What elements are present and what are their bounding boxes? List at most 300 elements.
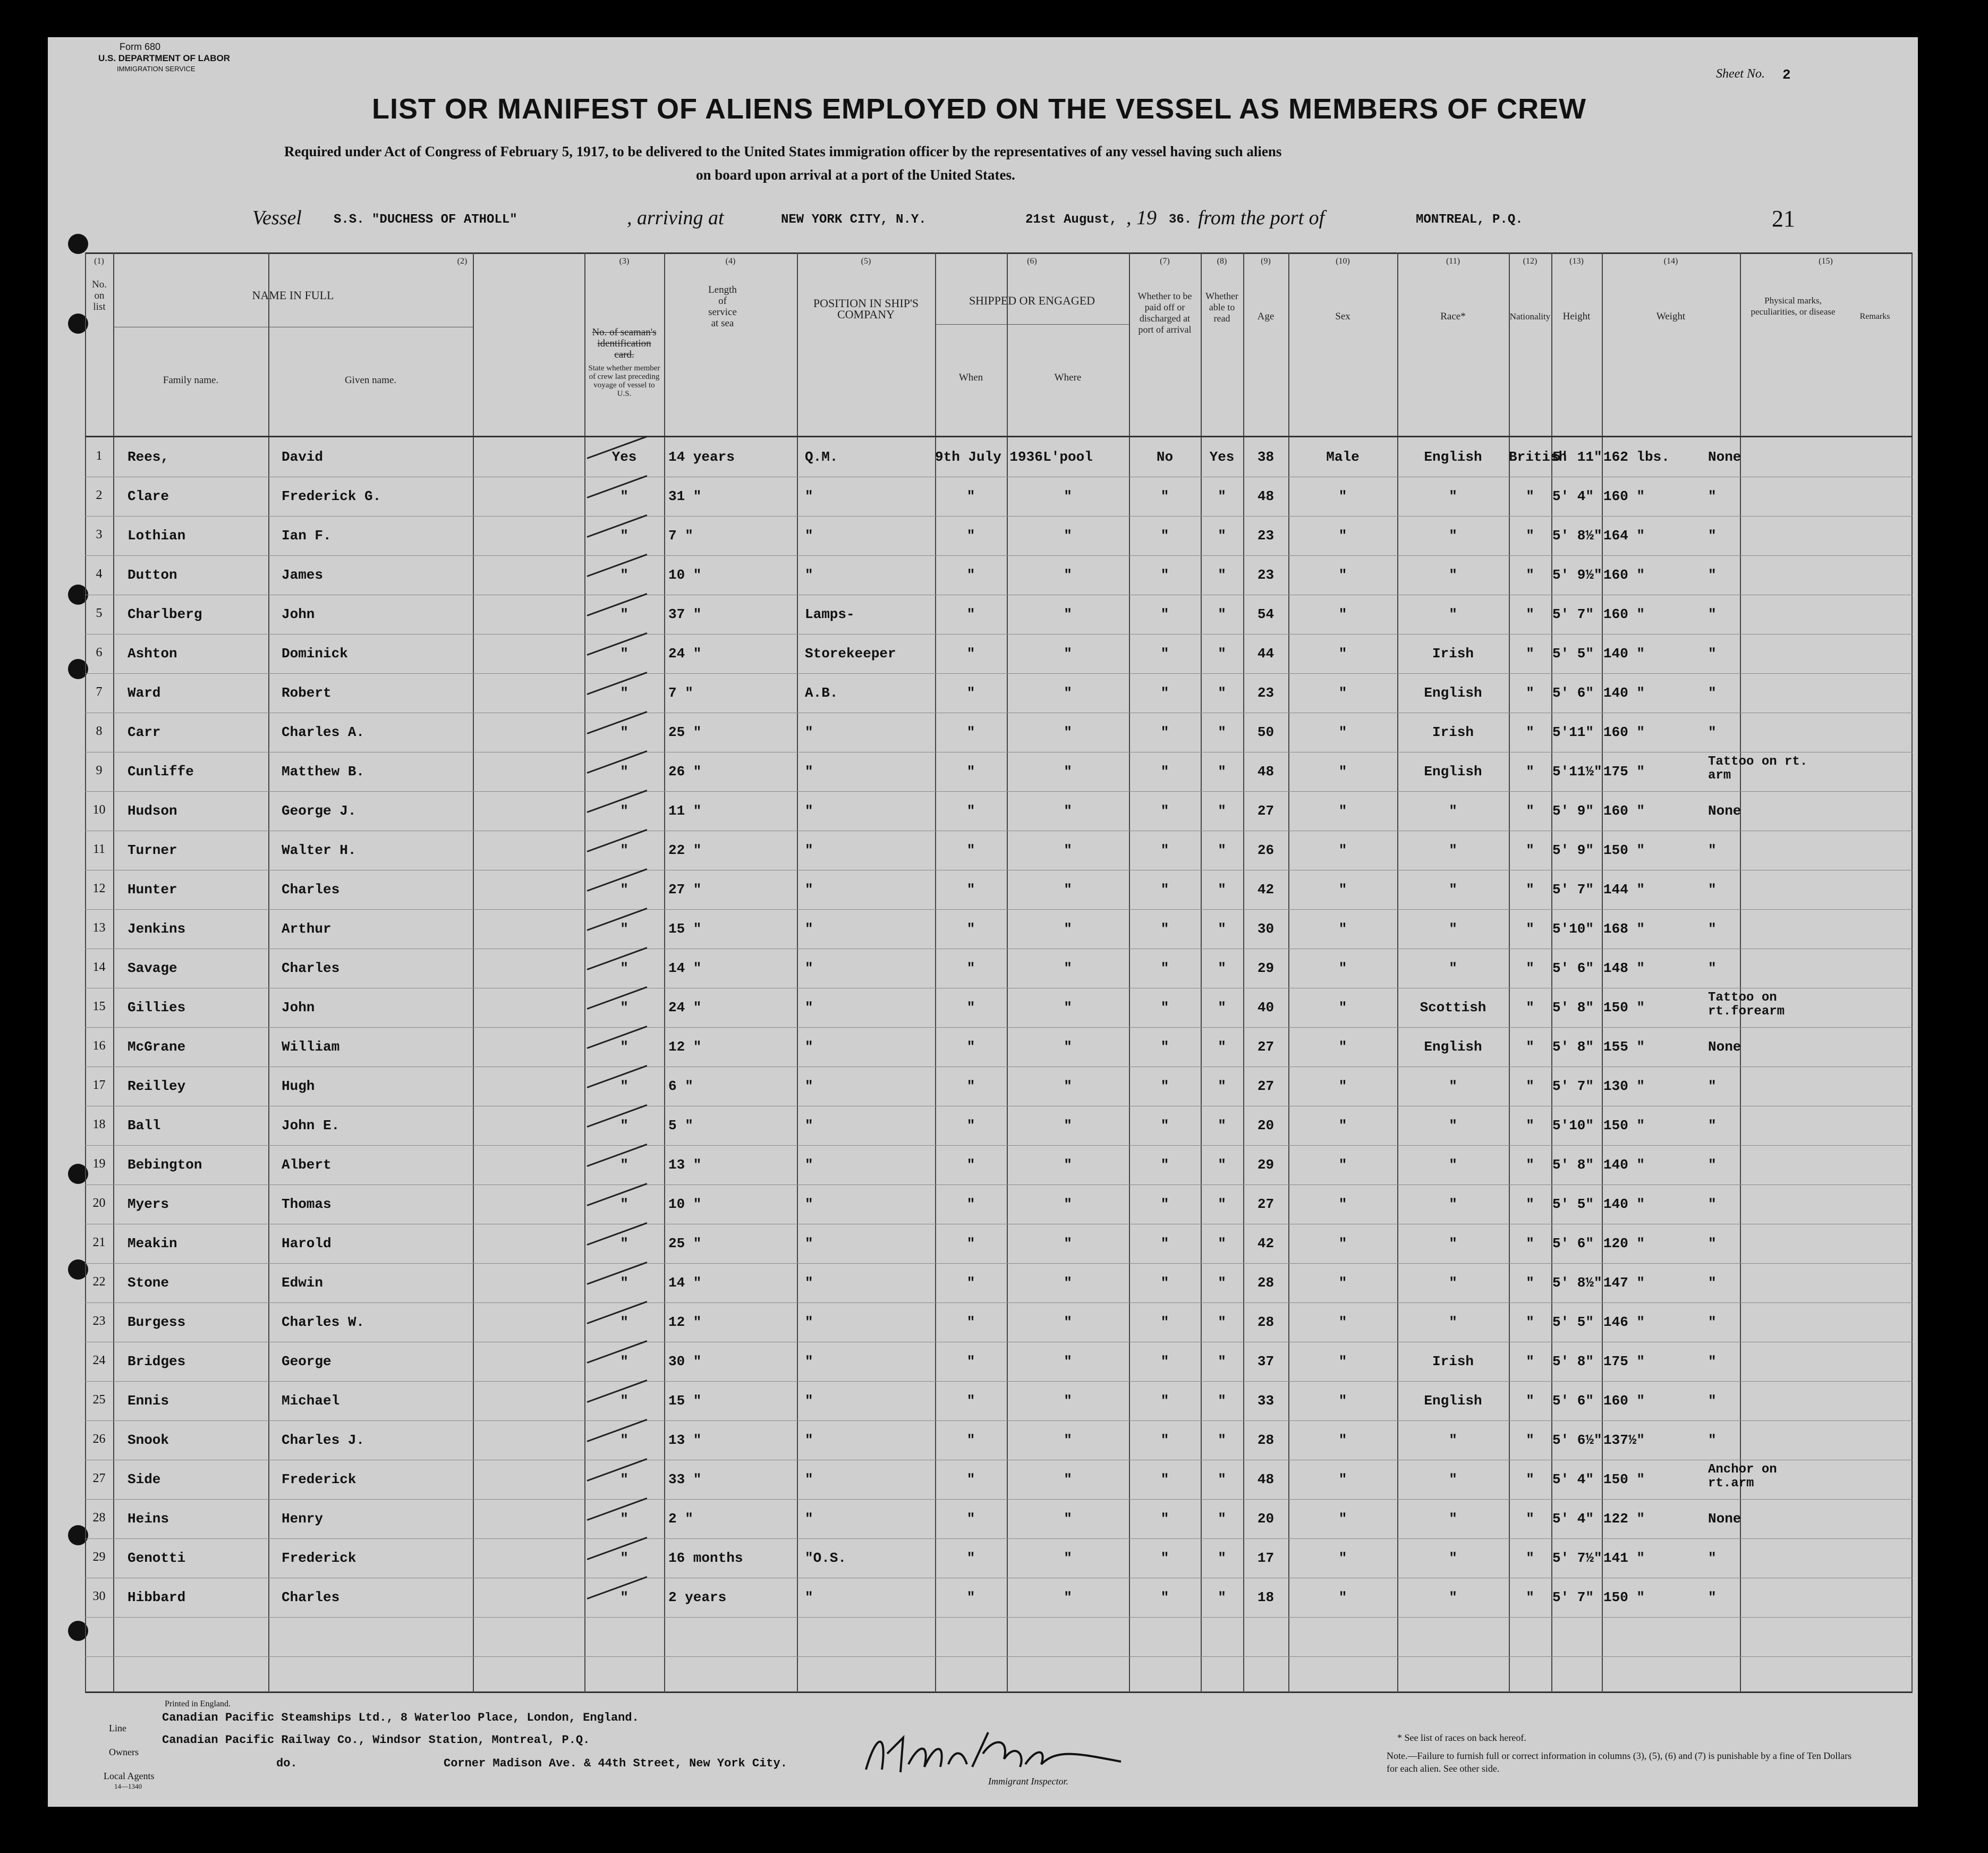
paid-off: ": [1160, 567, 1169, 583]
previous-voyage: ": [620, 764, 628, 780]
height: 5' 8": [1552, 1353, 1594, 1369]
race: ": [1449, 1196, 1457, 1212]
age: 20: [1257, 1118, 1275, 1133]
shipped-where: ": [1064, 567, 1072, 583]
length-of-service: 33 ": [668, 1471, 702, 1487]
paid-off: ": [1160, 921, 1169, 937]
department: U.S. DEPARTMENT OF LABOR: [98, 53, 231, 63]
header-height: Height: [1562, 311, 1591, 322]
previous-voyage: ": [620, 1353, 628, 1369]
given-name: Henry: [282, 1511, 324, 1527]
shipped-where: ": [1064, 1471, 1072, 1487]
nationality: ": [1526, 1511, 1534, 1527]
race: ": [1449, 1511, 1457, 1527]
column-number: (14): [1663, 257, 1678, 266]
header-when: When: [958, 372, 983, 383]
header-nationality: Nationality: [1509, 311, 1551, 321]
height: 5' 8": [1552, 1157, 1594, 1173]
age: 37: [1257, 1353, 1275, 1369]
height: 5' 5": [1552, 646, 1594, 662]
paid-off: ": [1160, 1393, 1169, 1409]
nationality: ": [1526, 1432, 1534, 1448]
shipped-where: ": [1064, 1511, 1072, 1527]
given-name: Thomas: [282, 1196, 332, 1212]
sheet-label: Sheet No.: [1716, 67, 1765, 81]
table-row: [85, 1065, 1913, 1105]
sex: ": [1338, 1196, 1347, 1212]
given-name: Charles J.: [282, 1432, 365, 1448]
nationality: ": [1526, 1353, 1534, 1369]
family-name: Burgess: [128, 1314, 186, 1330]
arriving-port: NEW YORK CITY, N.Y.: [781, 213, 927, 227]
age: 29: [1257, 960, 1275, 976]
shipped-when: ": [966, 1118, 975, 1133]
family-name: Heins: [128, 1511, 169, 1527]
row-number: 13: [92, 921, 106, 935]
sex: ": [1338, 1275, 1347, 1291]
physical-marks: ": [1708, 921, 1717, 937]
weight: 160 ": [1603, 606, 1645, 622]
length-of-service: 14 ": [668, 960, 702, 976]
table-row: [85, 476, 1913, 515]
race: ": [1449, 488, 1457, 504]
given-name: Charles: [282, 960, 340, 976]
weight: 175 ": [1603, 1353, 1645, 1369]
table-row: [85, 712, 1913, 751]
weight: 146 ": [1603, 1314, 1645, 1330]
able-to-read: ": [1218, 882, 1226, 898]
race: ": [1449, 1314, 1457, 1330]
given-name: Charles W.: [282, 1314, 365, 1330]
row-number: 27: [92, 1471, 106, 1485]
shipped-where: L'pool: [1043, 449, 1093, 465]
family-name: Genotti: [128, 1550, 186, 1566]
age: 26: [1257, 842, 1275, 858]
table-row: [85, 869, 1913, 908]
able-to-read: ": [1218, 764, 1226, 780]
printed-in: Printed in England.: [165, 1699, 231, 1708]
height: 5' 8": [1552, 1039, 1594, 1055]
weight: 137½": [1603, 1432, 1645, 1448]
physical-marks: ": [1708, 1236, 1717, 1251]
weight: 144 ": [1603, 882, 1645, 898]
able-to-read: Yes: [1209, 449, 1235, 465]
able-to-read: ": [1218, 1393, 1226, 1409]
paid-off: ": [1160, 1314, 1169, 1330]
age: 54: [1257, 606, 1275, 622]
line-value: Canadian Pacific Steamships Ltd., 8 Waterloo Place, London, England.: [162, 1711, 639, 1724]
column-number: (9): [1261, 257, 1271, 266]
table-row: [85, 1301, 1913, 1341]
position: ": [805, 1275, 813, 1291]
weight: 160 ": [1603, 567, 1645, 583]
height: 5' 9½": [1552, 567, 1602, 583]
height: 5' 6": [1552, 960, 1594, 976]
race: Irish: [1432, 646, 1474, 662]
physical-marks: None: [1708, 449, 1741, 465]
sex: ": [1338, 1511, 1347, 1527]
position: ": [805, 1471, 813, 1487]
physical-marks: ": [1708, 606, 1717, 622]
shipped-when: ": [966, 724, 975, 740]
physical-marks: ": [1708, 1078, 1717, 1094]
able-to-read: ": [1218, 528, 1226, 544]
row-number: 16: [92, 1039, 106, 1053]
position: "O.S.: [805, 1550, 847, 1566]
physical-marks: ": [1708, 724, 1717, 740]
shipped-where: ": [1064, 685, 1072, 701]
physical-marks: ": [1708, 646, 1717, 662]
paid-off: ": [1160, 1353, 1169, 1369]
length-of-service: 7 ": [668, 528, 693, 544]
length-of-service: 11 ": [668, 803, 702, 819]
nationality: ": [1526, 488, 1534, 504]
length-of-service: 24 ": [668, 1000, 702, 1016]
table-row: [85, 790, 1913, 830]
column-number: (10): [1336, 257, 1350, 266]
position: ": [805, 488, 813, 504]
row-number: 18: [92, 1118, 106, 1131]
shipped-where: ": [1064, 960, 1072, 976]
position: ": [805, 528, 813, 544]
position: ": [805, 567, 813, 583]
nationality: ": [1526, 1393, 1534, 1409]
able-to-read: ": [1218, 685, 1226, 701]
nationality: ": [1526, 567, 1534, 583]
nationality: ": [1526, 1157, 1534, 1173]
weight: 175 ": [1603, 764, 1645, 780]
length-of-service: 13 ": [668, 1432, 702, 1448]
family-name: Stone: [128, 1275, 169, 1291]
nationality: ": [1526, 882, 1534, 898]
row-number: 6: [96, 646, 103, 659]
position: ": [805, 1432, 813, 1448]
family-name: Gillies: [128, 1000, 186, 1016]
sex: ": [1338, 1589, 1347, 1605]
paid-off: ": [1160, 1078, 1169, 1094]
height: 5' 11": [1552, 449, 1602, 465]
sex: ": [1338, 1550, 1347, 1566]
shipped-when: ": [966, 960, 975, 976]
header-race: Race*: [1440, 311, 1466, 322]
shipped-when: ": [966, 528, 975, 544]
shipped-where: ": [1064, 764, 1072, 780]
paid-off: ": [1160, 764, 1169, 780]
row-number: 4: [96, 567, 103, 581]
nationality: British: [1509, 449, 1567, 465]
arrival-date: 21st August,: [1025, 213, 1117, 227]
position: ": [805, 921, 813, 937]
column-number: (8): [1217, 257, 1227, 266]
table-row: [85, 1577, 1913, 1616]
physical-marks: ": [1708, 960, 1717, 976]
height: 5' 8½": [1552, 528, 1602, 544]
given-name: Frederick: [282, 1471, 356, 1487]
previous-voyage: ": [620, 1550, 628, 1566]
age: 27: [1257, 1196, 1275, 1212]
row-number: 28: [92, 1511, 106, 1525]
arriving-label: , arriving at: [627, 207, 724, 229]
family-name: Dutton: [128, 567, 177, 583]
row-number: 11: [92, 842, 106, 856]
paid-off: ": [1160, 606, 1169, 622]
weight: 140 ": [1603, 646, 1645, 662]
shipped-where: ": [1064, 1078, 1072, 1094]
age: 33: [1257, 1393, 1275, 1409]
position: ": [805, 1039, 813, 1055]
family-name: Ward: [128, 685, 161, 701]
weight: 160 ": [1603, 803, 1645, 819]
shipped-where: ": [1064, 606, 1072, 622]
given-name: John E.: [282, 1118, 340, 1133]
position: A.B.: [805, 685, 838, 701]
previous-voyage: ": [620, 1000, 628, 1016]
previous-voyage: ": [620, 528, 628, 544]
previous-voyage: ": [620, 1589, 628, 1605]
height: 5' 7": [1552, 606, 1594, 622]
position: ": [805, 882, 813, 898]
weight: 140 ": [1603, 1157, 1645, 1173]
age: 28: [1257, 1314, 1275, 1330]
height: 5' 5": [1552, 1196, 1594, 1212]
length-of-service: 13 ": [668, 1157, 702, 1173]
race: ": [1449, 528, 1457, 544]
table-row: [85, 554, 1913, 594]
previous-voyage: ": [620, 882, 628, 898]
family-name: Side: [128, 1471, 161, 1487]
nationality: ": [1526, 1078, 1534, 1094]
paid-off: ": [1160, 724, 1169, 740]
length-of-service: 15 ": [668, 921, 702, 937]
row-number: 1: [96, 449, 103, 463]
position: ": [805, 764, 813, 780]
height: 5' 6": [1552, 685, 1594, 701]
shipped-where: ": [1064, 1432, 1072, 1448]
shipped-when: ": [966, 921, 975, 937]
row-number: 19: [92, 1157, 106, 1171]
position: ": [805, 1511, 813, 1527]
race: ": [1449, 1118, 1457, 1133]
given-name: John: [282, 606, 315, 622]
able-to-read: ": [1218, 1432, 1226, 1448]
agents-label: Local Agents: [104, 1771, 155, 1781]
column-number: (12): [1523, 257, 1537, 266]
vessel-label: Vessel: [252, 207, 302, 229]
race: ": [1449, 567, 1457, 583]
agents-do: do.: [276, 1757, 298, 1770]
height: 5' 7": [1552, 882, 1594, 898]
shipped-where: ": [1064, 1236, 1072, 1251]
header-id-card: No. of seaman's identification card.: [592, 327, 657, 360]
column-number: (7): [1160, 257, 1170, 266]
sex: ": [1338, 606, 1347, 622]
given-name: Arthur: [282, 921, 332, 937]
punch-hole: [68, 234, 88, 254]
family-name: Jenkins: [128, 921, 186, 937]
length-of-service: 26 ": [668, 764, 702, 780]
nationality: ": [1526, 1118, 1534, 1133]
weight: 150 ": [1603, 1589, 1645, 1605]
age: 44: [1257, 646, 1275, 662]
sex: ": [1338, 1314, 1347, 1330]
page-subtitle-2: on board upon arrival at a port of the United States.: [696, 167, 1015, 183]
previous-voyage: ": [620, 1236, 628, 1251]
given-name: John: [282, 1000, 315, 1016]
family-name: Savage: [128, 960, 177, 976]
race: ": [1449, 1589, 1457, 1605]
shipped-when: ": [966, 685, 975, 701]
family-name: Snook: [128, 1432, 169, 1448]
shipped-when: ": [966, 1275, 975, 1291]
owners-label: Owners: [109, 1747, 139, 1757]
race: English: [1424, 764, 1482, 780]
family-name: Ennis: [128, 1393, 169, 1409]
shipped-when: ": [966, 1550, 975, 1566]
paid-off: ": [1160, 1000, 1169, 1016]
age: 50: [1257, 724, 1275, 740]
weight: 160 ": [1603, 724, 1645, 740]
shipped-when: ": [966, 646, 975, 662]
paid-off: ": [1160, 803, 1169, 819]
able-to-read: ": [1218, 921, 1226, 937]
physical-marks: ": [1708, 1393, 1717, 1409]
row-number: 3: [96, 528, 103, 541]
race: ": [1449, 1157, 1457, 1173]
table-row: [85, 1380, 1913, 1419]
column-number: (5): [861, 257, 871, 266]
able-to-read: ": [1218, 803, 1226, 819]
length-of-service: 16 months: [668, 1550, 743, 1566]
shipped-where: ": [1064, 528, 1072, 544]
table-row: [85, 1341, 1913, 1380]
shipped-where: ": [1064, 1589, 1072, 1605]
given-name: George J.: [282, 803, 356, 819]
length-of-service: 2 ": [668, 1511, 693, 1527]
paid-off: ": [1160, 1157, 1169, 1173]
age: 30: [1257, 921, 1275, 937]
length-of-service: 10 ": [668, 1196, 702, 1212]
row-number: 24: [92, 1353, 106, 1367]
previous-voyage: ": [620, 1511, 628, 1527]
nationality: ": [1526, 1589, 1534, 1605]
table-row: [85, 1498, 1913, 1537]
weight: 162 lbs.: [1603, 449, 1670, 465]
family-name: Hunter: [128, 882, 177, 898]
header-position: POSITION IN SHIP'S COMPANY: [813, 297, 919, 321]
shipped-when: ": [966, 1157, 975, 1173]
family-name: Ashton: [128, 646, 177, 662]
header-family-name: Family name.: [163, 375, 219, 386]
weight: 155 ": [1603, 1039, 1645, 1055]
row-number: 12: [92, 882, 106, 895]
table-row: [85, 1183, 1913, 1223]
paid-off: ": [1160, 1118, 1169, 1133]
paid-off: ": [1160, 1196, 1169, 1212]
age: 48: [1257, 488, 1275, 504]
previous-voyage: ": [620, 921, 628, 937]
nationality: ": [1526, 1550, 1534, 1566]
physical-marks: Anchor on rt.arm: [1708, 1462, 1777, 1491]
position: ": [805, 803, 813, 819]
weight: 150 ": [1603, 1000, 1645, 1016]
weight: 141 ": [1603, 1550, 1645, 1566]
family-name: Hudson: [128, 803, 177, 819]
nationality: ": [1526, 764, 1534, 780]
shipped-when: ": [966, 1393, 975, 1409]
shipped-where: ": [1064, 882, 1072, 898]
sex: ": [1338, 567, 1347, 583]
table-row: [85, 1419, 1913, 1459]
length-of-service: 15 ": [668, 1393, 702, 1409]
nationality: ": [1526, 921, 1534, 937]
weight: 150 ": [1603, 1118, 1645, 1133]
shipped-when: ": [966, 1314, 975, 1330]
paid-off: ": [1160, 1039, 1169, 1055]
given-name: Hugh: [282, 1078, 315, 1094]
previous-voyage: ": [620, 1275, 628, 1291]
sex: ": [1338, 1353, 1347, 1369]
sex: ": [1338, 803, 1347, 819]
race: ": [1449, 1078, 1457, 1094]
weight: 120 ": [1603, 1236, 1645, 1251]
weight: 164 ": [1603, 528, 1645, 544]
height: 5'11½": [1552, 764, 1602, 780]
physical-marks: ": [1708, 567, 1717, 583]
shipped-where: ": [1064, 1196, 1072, 1212]
physical-marks: ": [1708, 1353, 1717, 1369]
previous-voyage: ": [620, 1432, 628, 1448]
paid-off: ": [1160, 685, 1169, 701]
age: 27: [1257, 1078, 1275, 1094]
shipped-when: ": [966, 1196, 975, 1212]
physical-marks: None: [1708, 1511, 1741, 1527]
sex: ": [1338, 1432, 1347, 1448]
header-previous-voyage: State whether member of crew last preceding voyage of vessel to U.S.: [588, 364, 660, 398]
weight: 160 ": [1603, 1393, 1645, 1409]
column-number: (6): [1027, 257, 1037, 266]
nationality: ": [1526, 1039, 1534, 1055]
able-to-read: ": [1218, 1471, 1226, 1487]
table-row: [85, 751, 1913, 790]
weight: 150 ": [1603, 842, 1645, 858]
position: Storekeeper: [805, 646, 896, 662]
sex: ": [1338, 960, 1347, 976]
row-number: 22: [92, 1275, 106, 1289]
nationality: ": [1526, 606, 1534, 622]
nationality: ": [1526, 1236, 1534, 1251]
table-row: [85, 987, 1913, 1026]
physical-marks: ": [1708, 1314, 1717, 1330]
shipped-when: ": [966, 1511, 975, 1527]
race: ": [1449, 921, 1457, 937]
length-of-service: 22 ": [668, 842, 702, 858]
row-number: 15: [92, 1000, 106, 1013]
physical-marks: ": [1708, 1589, 1717, 1605]
length-of-service: 12 ": [668, 1039, 702, 1055]
position: ": [805, 960, 813, 976]
physical-marks: ": [1708, 488, 1717, 504]
shipped-where: ": [1064, 1000, 1072, 1016]
able-to-read: ": [1218, 567, 1226, 583]
paid-off: ": [1160, 1236, 1169, 1251]
paid-off: No: [1156, 449, 1174, 465]
given-name: Edwin: [282, 1275, 324, 1291]
family-name: Cunliffe: [128, 764, 194, 780]
column-number: (11): [1446, 257, 1460, 266]
given-name: Harold: [282, 1236, 332, 1251]
height: 5' 4": [1552, 488, 1594, 504]
sex: ": [1338, 488, 1347, 504]
